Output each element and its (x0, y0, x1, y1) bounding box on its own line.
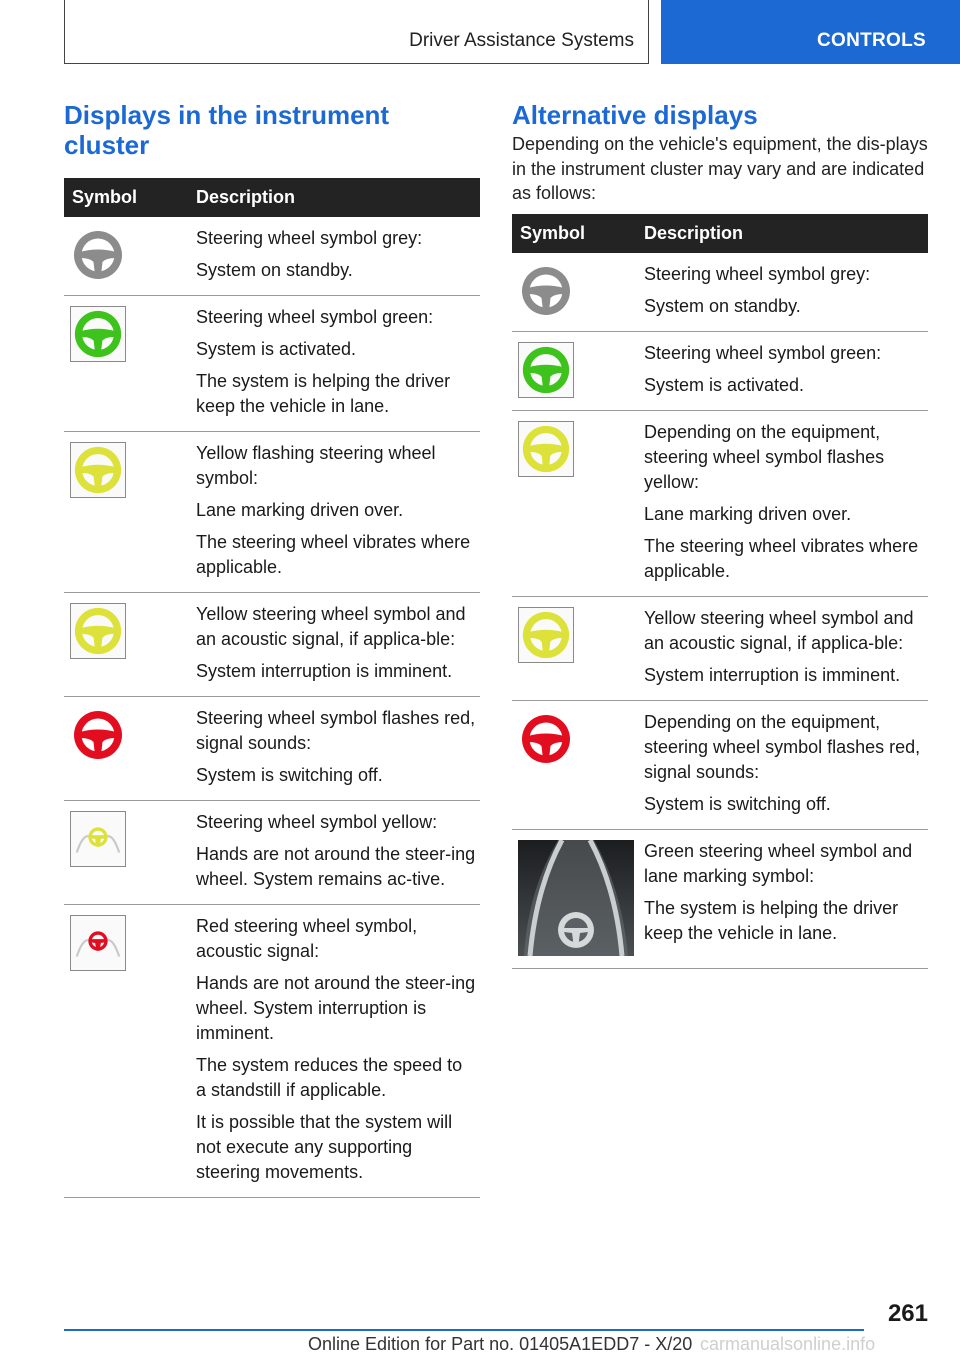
description-paragraph: Depending on the equipment, steering wheel symbol flashes red, signal sounds: (644, 711, 921, 782)
description-paragraph: Depending on the equipment, steering wheel symbol flashes yellow: (644, 421, 885, 492)
table-row (512, 331, 928, 410)
steering-wheel-grey-icon (518, 263, 574, 319)
table-row (64, 801, 480, 905)
description-cell (188, 217, 480, 296)
footer-divider (64, 1329, 864, 1331)
description-cell (188, 593, 480, 697)
steering-wheel-hands-yellow-icon (70, 811, 126, 867)
description-paragraph: The steering wheel vibrates where applicable. (644, 535, 919, 581)
symbol-cell (512, 700, 636, 829)
symbol-cell (64, 697, 188, 801)
right-symbol-table (512, 214, 928, 969)
lane-display-steering-wheel-icon (518, 840, 634, 956)
table-row (512, 596, 928, 700)
footer-edition: Online Edition for Part no. 01405A1EDD7 - X/20 (308, 1334, 693, 1354)
description-paragraph: Hands are not around the steer-ing wheel. System interruption is imminent. (196, 973, 476, 1043)
right-column (512, 100, 928, 969)
description-paragraph: The steering wheel vibrates where applicable. (196, 532, 471, 577)
symbol-cell (64, 296, 188, 432)
symbol-cell (512, 596, 636, 700)
steering-wheel-green-icon (518, 342, 574, 398)
description-paragraph: Yellow steering wheel symbol and an acoustic signal, if applica-ble: (196, 604, 466, 649)
description-paragraph: Steering wheel symbol green: (196, 307, 434, 327)
description-paragraph: Steering wheel symbol flashes red, signal sounds: (196, 708, 476, 753)
left-symbol-table (64, 178, 480, 1198)
table-row (64, 217, 480, 296)
description-paragraph: It is possible that the system will not execute any supporting steering movements. (196, 1112, 453, 1182)
table-row (512, 253, 928, 332)
left-col-symbol: Symbol (64, 178, 188, 217)
description-paragraph: The system is helping the driver keep the vehicle in lane. (644, 897, 899, 943)
symbol-cell (64, 593, 188, 697)
symbol-cell (512, 829, 636, 968)
description-cell (636, 331, 928, 410)
description-paragraph: Steering wheel symbol grey: (196, 228, 423, 248)
right-intro-text: Depending on the vehicle's equipment, the dis-plays in the instrument cluster may vary and are indicated as follows: (512, 134, 928, 203)
description-paragraph: Hands are not around the steer-ing wheel. System remains ac-tive. (196, 844, 476, 889)
description-paragraph: Green steering wheel symbol and lane marking symbol: (644, 840, 913, 886)
description-paragraph: System is switching off. (644, 793, 831, 814)
description-cell (188, 432, 480, 593)
steering-wheel-red-icon (70, 707, 126, 763)
right-col-symbol: Symbol (512, 214, 636, 253)
description-paragraph: System is switching off. (196, 765, 383, 785)
description-cell (636, 410, 928, 596)
symbol-cell (64, 217, 188, 296)
header-chapter-tab[interactable] (661, 0, 960, 64)
description-paragraph: Yellow steering wheel symbol and an acoustic signal, if applica-ble: (644, 607, 914, 653)
description-cell (636, 253, 928, 332)
table-row (64, 296, 480, 432)
right-table-header-row (512, 214, 928, 253)
header-section-box (64, 0, 649, 64)
table-row (512, 700, 928, 829)
symbol-cell (512, 253, 636, 332)
table-row (64, 593, 480, 697)
steering-wheel-yellow-icon (70, 603, 126, 659)
description-cell (188, 697, 480, 801)
watermark: carmanualsonline.info (700, 1334, 876, 1354)
left-table-header-row (64, 178, 480, 217)
left-section-title: Displays in the instrument cluster (64, 100, 390, 160)
description-paragraph: Steering wheel symbol yellow: (196, 812, 438, 832)
description-cell (188, 296, 480, 432)
table-row (64, 432, 480, 593)
steering-wheel-yellow-icon (518, 607, 574, 663)
steering-wheel-green-icon (70, 306, 126, 362)
description-paragraph: The system reduces the speed to a standstill if applicable. (196, 1055, 463, 1100)
table-row (512, 829, 928, 968)
header-chapter-label: CONTROLS (816, 30, 926, 51)
description-cell (188, 801, 480, 905)
steering-wheel-yellow-flashing-icon (70, 442, 126, 498)
description-cell (636, 700, 928, 829)
steering-wheel-grey-icon (70, 227, 126, 283)
steering-wheel-red-icon (518, 711, 574, 767)
page-number: 261 (887, 1300, 928, 1327)
table-row (64, 697, 480, 801)
description-paragraph: Yellow flashing steering wheel symbol: (196, 443, 436, 488)
left-col-description: Description (188, 178, 480, 217)
symbol-cell (64, 432, 188, 593)
description-paragraph: System on standby. (644, 295, 801, 316)
steering-wheel-hands-red-icon (70, 915, 126, 971)
description-paragraph: Red steering wheel symbol, acoustic signal: (196, 916, 418, 961)
description-paragraph: Lane marking driven over. (644, 503, 852, 524)
description-paragraph: System on standby. (196, 260, 353, 280)
description-cell (636, 596, 928, 700)
symbol-cell (64, 905, 188, 1198)
symbol-cell (512, 410, 636, 596)
description-paragraph: System interruption is imminent. (196, 661, 453, 681)
description-cell (636, 829, 928, 968)
description-paragraph: Steering wheel symbol grey: (644, 263, 871, 284)
description-paragraph: The system is helping the driver keep the vehicle in lane. (196, 371, 451, 416)
right-section-title: Alternative displays (512, 100, 758, 130)
header-section-title: Driver Assistance Systems (409, 30, 634, 51)
right-col-description: Description (636, 214, 928, 253)
description-paragraph: System interruption is imminent. (644, 664, 901, 685)
table-row (512, 410, 928, 596)
steering-wheel-yellow-flashing-icon (518, 421, 574, 477)
description-paragraph: Steering wheel symbol green: (644, 342, 882, 363)
description-paragraph: Lane marking driven over. (196, 500, 404, 520)
description-paragraph: System is activated. (196, 339, 357, 359)
symbol-cell (512, 331, 636, 410)
description-cell (188, 905, 480, 1198)
symbol-cell (64, 801, 188, 905)
left-column (64, 100, 480, 1198)
description-paragraph: System is activated. (644, 374, 805, 395)
table-row (64, 905, 480, 1198)
